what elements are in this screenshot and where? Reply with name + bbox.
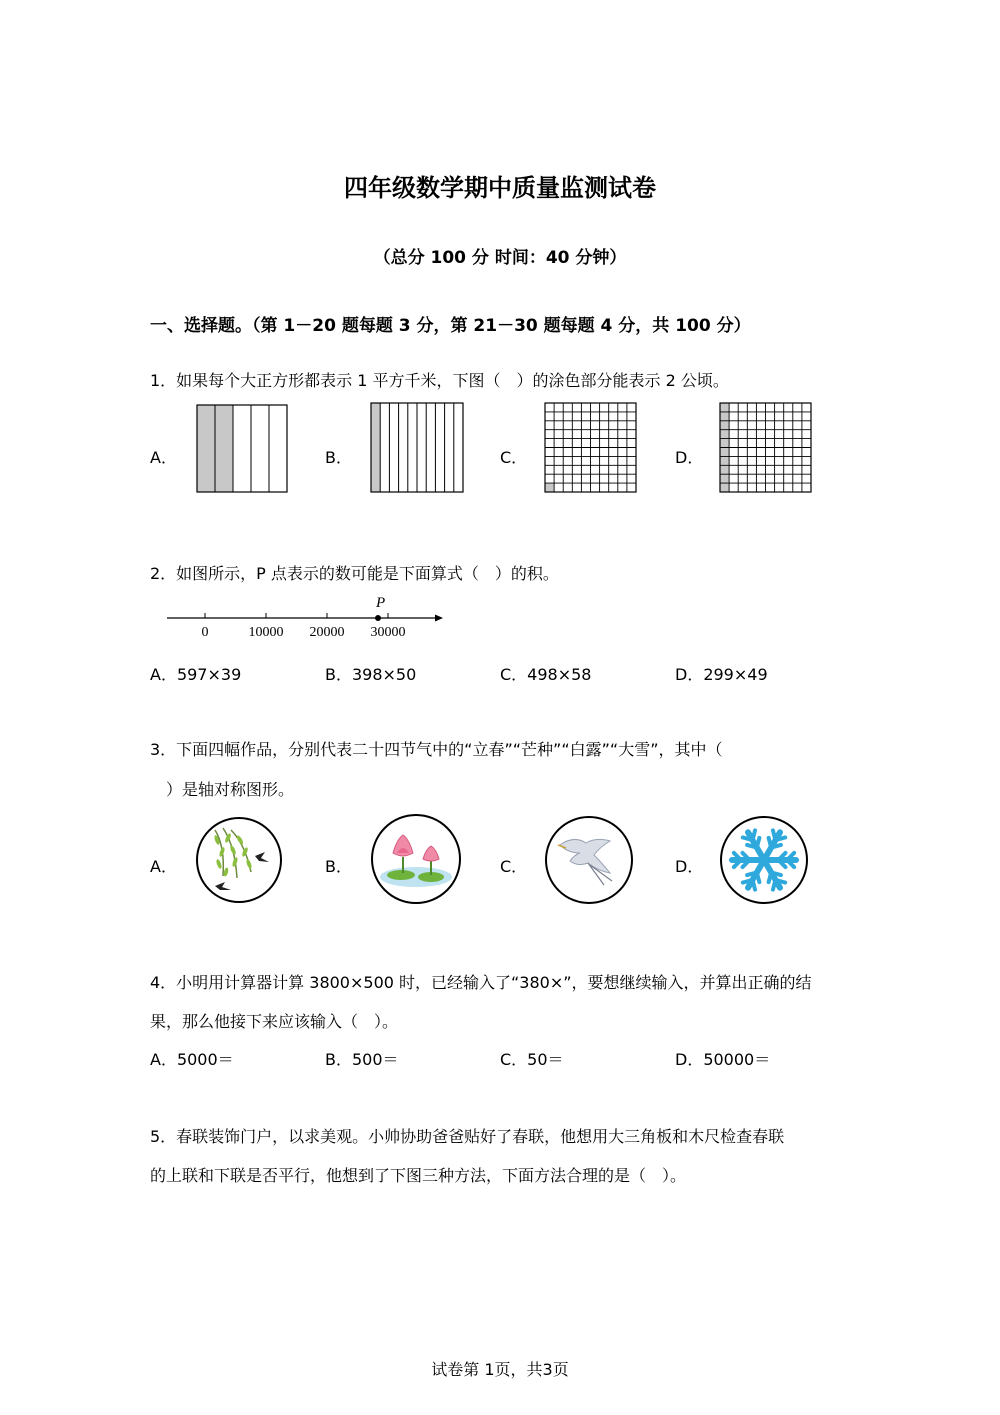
question-5-line-1: 5．春联装饰门户，以求美观。小帅协助爸爸贴好了春联，他想用大三角板和木尺检查春联 bbox=[150, 1127, 785, 1146]
tick-label-0: 0 bbox=[201, 625, 209, 638]
q1a-shaded-strip-1 bbox=[197, 405, 215, 492]
q2-option-c: C．498×58 bbox=[500, 665, 592, 684]
q1c-shaded-cell bbox=[545, 483, 554, 492]
q4-option-d: D．50000＝ bbox=[675, 1050, 771, 1069]
tick-label-30000: 30000 bbox=[370, 625, 406, 638]
q3-snowflake-image bbox=[719, 815, 809, 905]
q4-option-a: A．5000＝ bbox=[150, 1050, 234, 1069]
tick-label-20000: 20000 bbox=[309, 625, 345, 638]
q3-lotus-image bbox=[369, 813, 463, 905]
point-p-label: P bbox=[376, 595, 386, 611]
q3-option-a-label: A． bbox=[150, 857, 177, 876]
page-footer: 试卷第 1页，共3页 bbox=[431, 1360, 569, 1379]
snowflake-branch bbox=[757, 838, 760, 848]
question-1-text: 1．如果每个大正方形都表示 1 平方千米，下图（ ）的涂色部分能表示 2 公顷。 bbox=[150, 371, 729, 390]
page-title: 四年级数学期中质量监测试卷 bbox=[344, 174, 656, 202]
question-3-line-1: 3．下面四幅作品，分别代表二十四节气中的“立春”“芒种”“白露”“大雪”，其中（ bbox=[150, 740, 723, 759]
q1-figure-c bbox=[544, 402, 637, 493]
q3-egret-image bbox=[544, 815, 634, 905]
q4-option-c: C．50＝ bbox=[500, 1050, 564, 1069]
q1-figure-b bbox=[370, 402, 464, 493]
snowflake-branch bbox=[769, 872, 772, 882]
q2-option-a: A．597×39 bbox=[150, 665, 242, 684]
question-2-text: 2．如图所示，P 点表示的数可能是下面算式（ ）的积。 bbox=[150, 564, 559, 583]
section-heading: 一、选择题。（第 1－20 题每题 3 分，第 21－30 题每题 4 分，共 100 分） bbox=[150, 316, 751, 336]
q1-figure-d bbox=[719, 402, 812, 493]
q2-option-b: B．398×50 bbox=[325, 665, 417, 684]
snowflake-branch bbox=[752, 830, 755, 840]
tick-label-10000: 10000 bbox=[248, 625, 284, 638]
q4-option-b: B．500＝ bbox=[325, 1050, 399, 1069]
q3-option-b-label: B． bbox=[325, 857, 352, 876]
q1-figure-a bbox=[196, 404, 288, 493]
snowflake-branch bbox=[743, 880, 753, 883]
snowflake-branch bbox=[771, 845, 781, 848]
question-4-line-2: 果，那么他接下来应该输入（ ）。 bbox=[150, 1012, 399, 1031]
q1b-shaded-strip bbox=[371, 403, 380, 492]
q1-option-d-label: D． bbox=[675, 448, 704, 467]
q3-willow-swallow-image bbox=[195, 816, 283, 904]
point-p bbox=[375, 615, 381, 621]
question-5-line-2: 的上联和下联是否平行，他想到了下图三种方法，下面方法合理的是（ ）。 bbox=[150, 1166, 687, 1185]
snowflake-branch bbox=[773, 880, 776, 890]
q2-number-line bbox=[165, 590, 450, 638]
number-line-arrow bbox=[435, 615, 443, 622]
q1-option-a-label: A． bbox=[150, 448, 177, 467]
question-4-line-1: 4．小明用计算器计算 3800×500 时，已经输入了“380×”，要想继续输入，并算出正确的结 bbox=[150, 973, 812, 992]
page-subtitle: （总分 100 分 时间：40 分钟） bbox=[373, 248, 627, 268]
question-3-line-2: ）是轴对称图形。 bbox=[150, 780, 295, 799]
snowflake-branch bbox=[776, 837, 786, 840]
q3-option-d-label: D． bbox=[675, 857, 704, 876]
q1a-shaded-strip-2 bbox=[215, 405, 233, 492]
q1-option-c-label: C． bbox=[500, 448, 528, 467]
q2-option-d: D．299×49 bbox=[675, 665, 768, 684]
snowflake-branch bbox=[747, 872, 757, 875]
q1-option-b-label: B． bbox=[325, 448, 352, 467]
q3-option-c-label: C． bbox=[500, 857, 528, 876]
